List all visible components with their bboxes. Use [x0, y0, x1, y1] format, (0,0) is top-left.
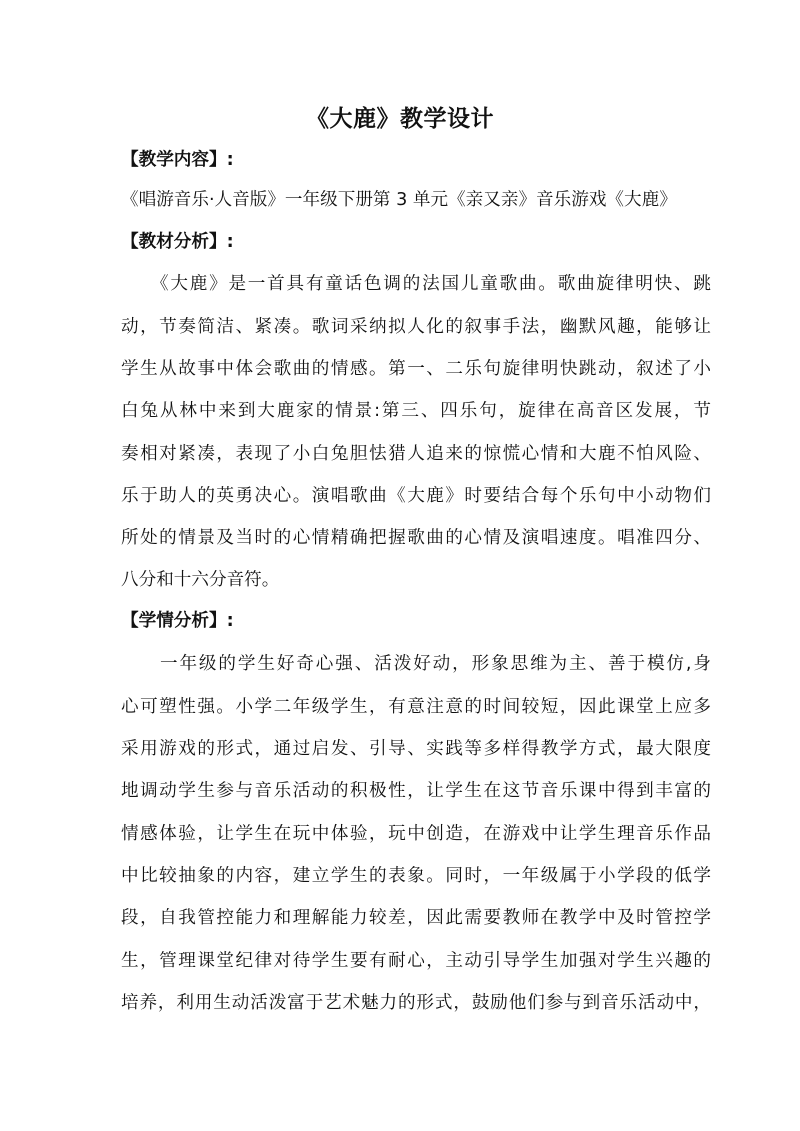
paragraph-line: 心可塑性强。小学二年级学生，有意注意的时间较短，因此课堂上应多: [121, 697, 711, 717]
paragraph-line: 采用游戏的形式，通过启发、引导、实践等多样得教学方式，最大限度: [121, 739, 711, 759]
paragraph-line: 培养，利用生动活泼富于艺术魅力的形式，鼓励他们参与到音乐活动中，: [121, 993, 711, 1013]
paragraph-line: 段，自我管控能力和理解能力较差，因此需要教师在教学中及时管控学: [121, 908, 711, 928]
paragraph-line: 《大鹿》是一首具有童话色调的法国儿童歌曲。歌曲旋律明快、跳: [121, 274, 711, 294]
paragraph-line: 奏相对紧凑，表现了小白兔胆怯猎人追来的惊慌心情和大鹿不怕风险、: [121, 444, 711, 464]
section-heading-student-analysis: 【学情分析】:: [121, 611, 234, 631]
section-heading-teaching-content: 【教学内容】:: [121, 150, 234, 170]
paragraph-line: 中比较抽象的内容，建立学生的表象。同时，一年级属于小学段的低学: [121, 866, 711, 886]
paragraph-line: 地调动学生参与音乐活动的积极性，让学生在这节音乐课中得到丰富的: [121, 781, 711, 801]
paragraph-line: 情感体验，让学生在玩中体验，玩中创造，在游戏中让学生理音乐作品: [121, 824, 711, 844]
document-title: 《大鹿》教学设计: [306, 106, 494, 132]
paragraph-line: 乐于助人的英勇决心。演唱歌曲《大鹿》时要结合每个乐句中小动物们: [121, 486, 711, 506]
paragraph-line: 白兔从林中来到大鹿家的情景:第三、四乐句，旋律在高音区发展，节: [121, 401, 711, 421]
paragraph-line: 八分和十六分音符。: [121, 570, 280, 590]
paragraph-line: 生，管理课堂纪律对待学生要有耐心，主动引导学生加强对学生兴趣的: [121, 951, 711, 971]
paragraph-line: 《唱游音乐·人音版》一年级下册第 3 单元《亲又亲》音乐游戏《大鹿》: [121, 190, 677, 210]
section-heading-material-analysis: 【教材分析】:: [121, 232, 234, 252]
paragraph-line: 动，节奏简洁、紧凑。歌词采纳拟人化的叙事手法，幽默风趣，能够让: [121, 317, 711, 337]
paragraph-line: 所处的情景及当时的心情精确把握歌曲的心情及演唱速度。唱准四分、: [121, 528, 711, 548]
paragraph-line: 学生从故事中体会歌曲的情感。第一、二乐句旋律明快跳动，叙述了小: [121, 359, 711, 379]
paragraph-line: 一年级的学生好奇心强、活泼好动，形象思维为主、善于模仿,身: [121, 654, 711, 674]
